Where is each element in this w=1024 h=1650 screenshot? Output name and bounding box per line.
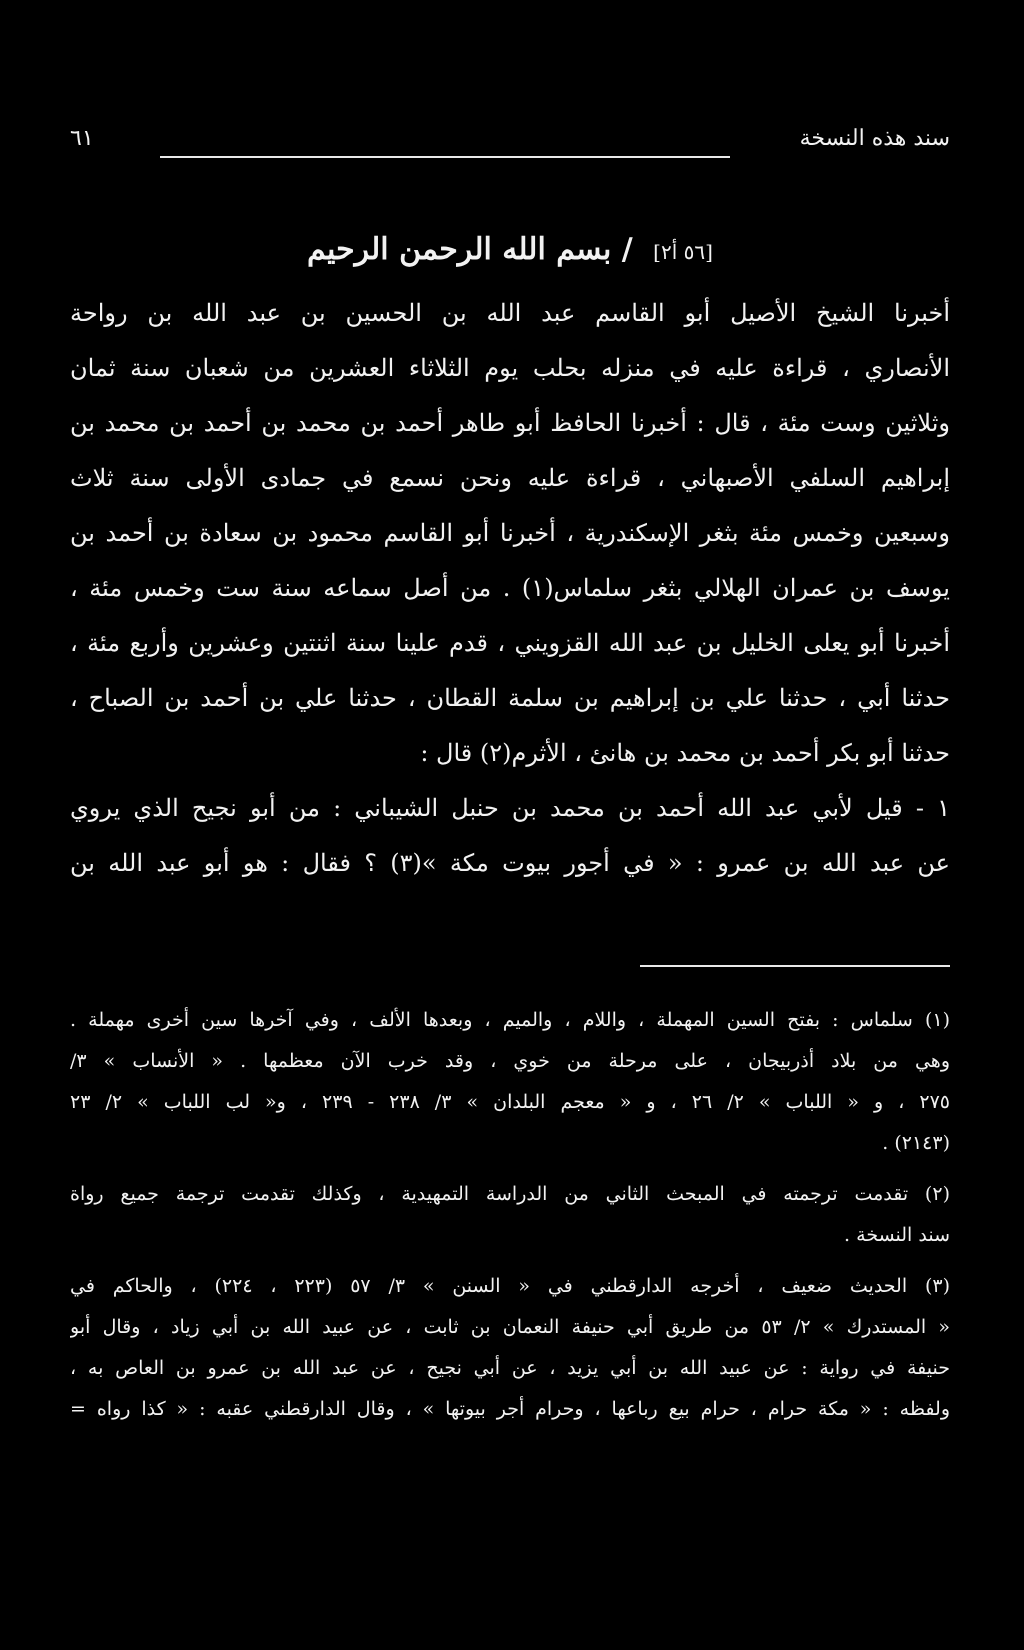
text-line: ١ - قيل لأبي عبد الله أحمد بن محمد بن حنبل الشيباني : من أبو نجيح الذي يروي — [70, 794, 950, 822]
text-line: عن عبد الله بن عمرو : « في أجور بيوت مكة »(٣) ؟ فقال : هو أبو عبد الله بن — [70, 849, 950, 877]
text-line: الأنصاري ، قراءة عليه في منزله بحلب يوم الثلاثاء العشرين من شعبان سنة ثمان — [70, 354, 950, 382]
text-line: وثلاثين وست مئة ، قال : أخبرنا الحافظ أبو طاهر أحمد بن محمد بن أحمد بن محمد بن — [70, 409, 950, 437]
footnote-line: وهي من بلاد أذربيجان ، على مرحلة من خوي ، وقد خرب الآن معظمها . « الأنساب » ٣/ — [70, 1050, 950, 1072]
manuscript-folio-marker: [٥٦ أ٢] — [653, 240, 713, 264]
footnote-1 — [70, 1000, 950, 1164]
running-title: سند هذه النسخة — [799, 126, 950, 151]
footnote-separator — [640, 965, 950, 967]
footnote-line: (١) سلماس : بفتح السين المهملة ، واللام ، والميم ، وبعدها الألف ، وفي آخرها سين أخرى مهملة . — [70, 1009, 950, 1031]
footnote-line: ٢٧٥ ، و « اللباب » ٢/ ٢٦ ، و « معجم البلدان » ٣/ ٢٣٨ - ٢٣٩ ، و« لب اللباب » ٢/ ٢٣ — [70, 1091, 950, 1113]
footnote-line: سند النسخة . — [844, 1224, 950, 1246]
basmala-heading — [250, 232, 770, 272]
main-text — [70, 286, 950, 891]
footnote-line: حنيفة في رواية : عن عبيد الله بن أبي يزيد ، عن أبي نجيح ، عن عبد الله بن عمرو بن العاص به ، — [70, 1357, 950, 1379]
text-line: حدثنا أبو بكر أحمد بن محمد بن هانئ ، الأثرم(٢) قال : — [420, 739, 950, 767]
header-rule — [160, 156, 730, 158]
footnote-line: ولفظه : « مكة حرام ، حرام بيع رباعها ، وحرام أجر بيوتها » ، وقال الدارقطني عقبه : « كذا رواه = — [70, 1398, 950, 1420]
footnote-line: « المستدرك » ٢/ ٥٣ من طريق أبي حنيفة النعمان بن ثابت ، عن عبيد الله بن أبي زياد ، وقال أبو — [70, 1316, 950, 1338]
footnote-3 — [70, 1266, 950, 1430]
footnote-line: (٢١٤٣) . — [882, 1132, 950, 1154]
footnote-2 — [70, 1174, 950, 1256]
basmala-title: / بسم الله الرحمن الرحيم — [307, 232, 633, 267]
text-line: أخبرنا الشيخ الأصيل أبو القاسم عبد الله بن الحسين بن عبد الله بن رواحة — [70, 299, 950, 327]
footnotes — [70, 1000, 950, 1430]
text-line: حدثنا أبي ، حدثنا علي بن إبراهيم بن سلمة القطان ، حدثنا علي بن أحمد بن الصباح ، — [70, 684, 950, 712]
page-header — [70, 126, 950, 156]
footnote-line: (٢) تقدمت ترجمته في المبحث الثاني من الدراسة التمهيدية ، وكذلك تقدمت ترجمة جميع رواة — [70, 1183, 950, 1205]
text-line: أخبرنا أبو يعلى الخليل بن عبد الله القزويني ، قدم علينا سنة اثنتين وعشرين وأربع مئة ، — [70, 629, 950, 657]
text-line: وسبعين وخمس مئة بثغر الإسكندرية ، أخبرنا أبو القاسم محمود بن سعادة بن أحمد بن — [70, 519, 950, 547]
text-line: إبراهيم السلفي الأصبهاني ، قراءة عليه ونحن نسمع في جمادى الأولى سنة ثلاث — [70, 464, 950, 492]
text-line: يوسف بن عمران الهلالي بثغر سلماس(١) . من أصل سماعه سنة ست وخمس مئة ، — [70, 574, 950, 602]
footnote-line: (٣) الحديث ضعيف ، أخرجه الدارقطني في « السنن » ٣/ ٥٧ (٢٢٣ ، ٢٢٤) ، والحاكم في — [70, 1275, 950, 1297]
page-number: ٦١ — [70, 126, 94, 151]
